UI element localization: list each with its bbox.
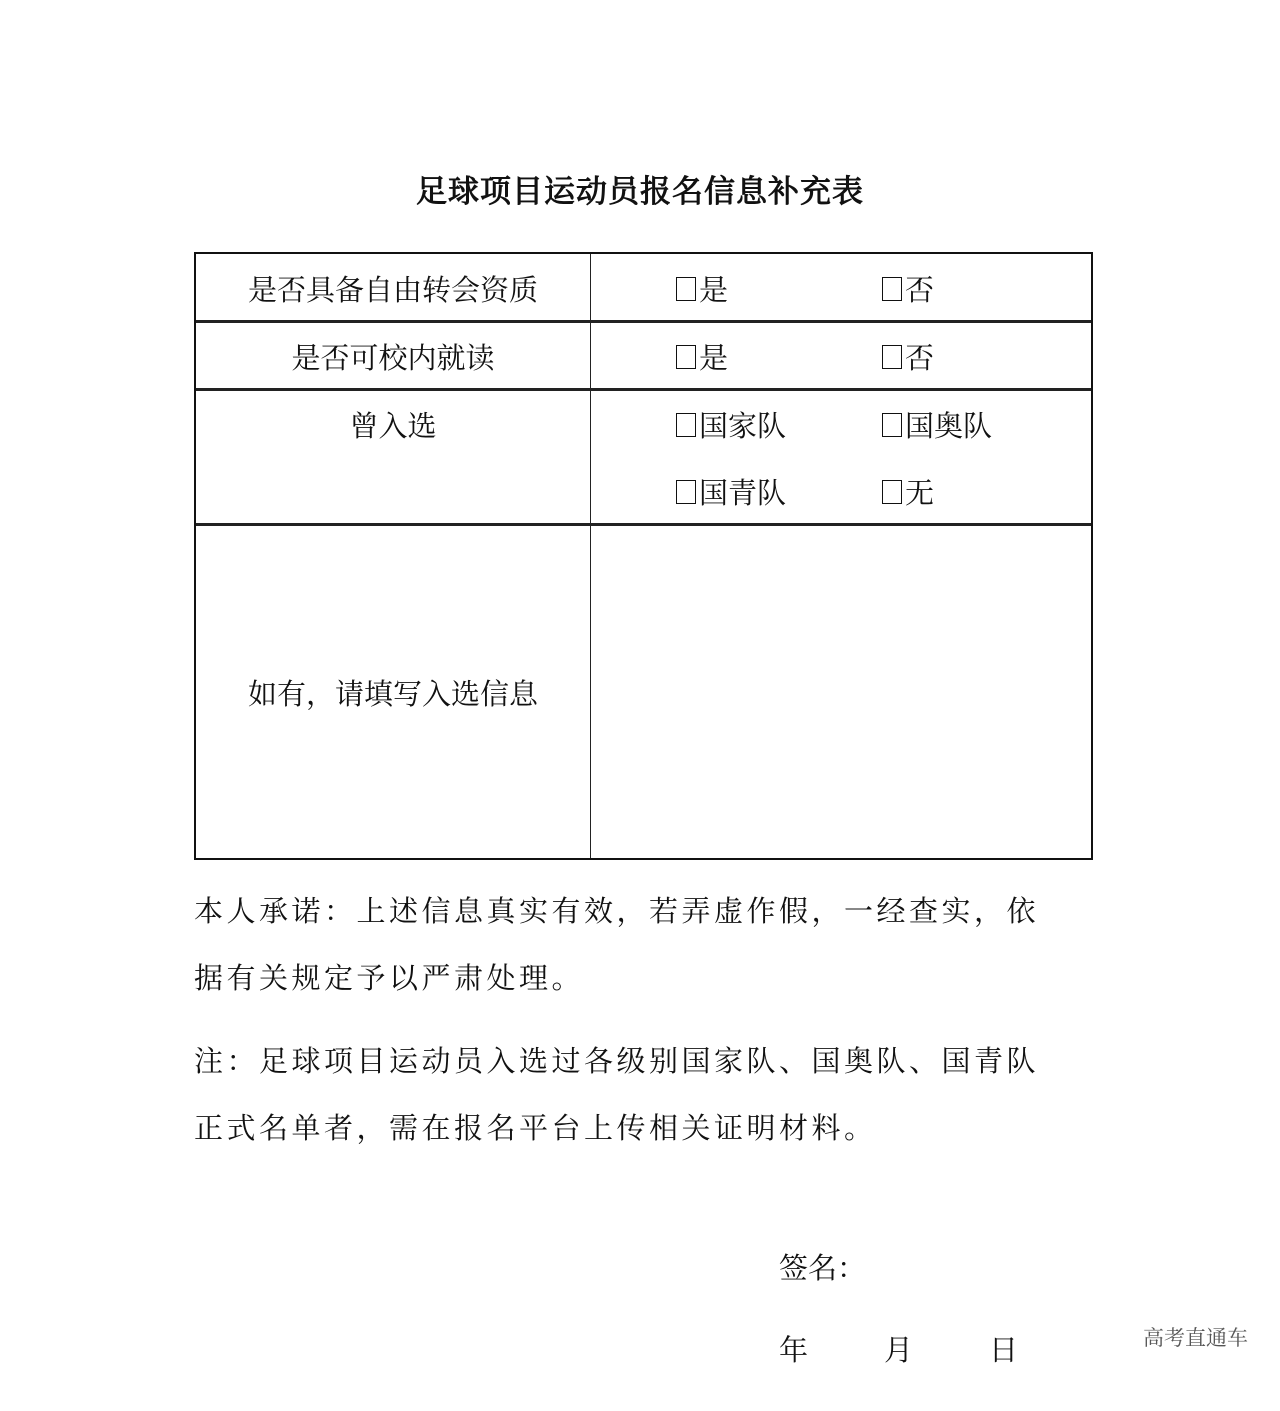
pledge-line-1: 本人承诺：上述信息真实有效，若弄虚作假，一经查实，依 [194, 894, 1040, 928]
option-youth-team[interactable] [676, 471, 786, 512]
checkbox-icon[interactable] [882, 480, 902, 504]
row-divider [196, 320, 1091, 323]
row-label-school-enrollment: 是否可校内就读 [291, 341, 495, 375]
option-label: 国青队 [699, 476, 787, 510]
row-divider [196, 388, 1091, 391]
option-school-yes[interactable] [676, 336, 728, 377]
option-label: 否 [905, 273, 935, 307]
date-year: 年 [779, 1333, 809, 1367]
option-label: 否 [905, 341, 935, 375]
selection-info-field[interactable] [592, 526, 1091, 858]
watermark: 高考直通车 [1143, 1326, 1248, 1350]
option-free-transfer-yes[interactable] [676, 268, 728, 309]
checkbox-icon[interactable] [882, 345, 902, 369]
column-divider [590, 254, 591, 858]
option-label: 是 [699, 273, 729, 307]
date-day: 日 [989, 1333, 1019, 1367]
checkbox-icon[interactable] [676, 345, 696, 369]
signature-label: 签名： [779, 1251, 867, 1285]
option-label: 是 [699, 341, 729, 375]
note-paragraph [194, 1028, 1094, 1162]
option-olympic-team[interactable] [882, 404, 992, 445]
note-line-1: 注：足球项目运动员入选过各级别国家队、国奥队、国青队 [194, 1044, 1040, 1078]
note-line-2: 正式名单者，需在报名平台上传相关证明材料。 [194, 1111, 877, 1145]
checkbox-icon[interactable] [882, 277, 902, 301]
option-school-no[interactable] [882, 336, 934, 377]
row-label-selected: 曾入选 [349, 409, 437, 443]
row-label-free-transfer: 是否具备自由转会资质 [247, 273, 538, 307]
checkbox-icon[interactable] [676, 480, 696, 504]
option-label: 国家队 [699, 409, 787, 443]
option-free-transfer-no[interactable] [882, 268, 934, 309]
option-label: 无 [905, 476, 935, 510]
option-national-team[interactable] [676, 404, 786, 445]
pledge-paragraph [194, 878, 1094, 1012]
info-table [194, 252, 1093, 860]
checkbox-icon[interactable] [676, 413, 696, 437]
checkbox-icon[interactable] [882, 413, 902, 437]
pledge-line-2: 据有关规定予以严肃处理。 [194, 961, 585, 995]
date-month: 月 [884, 1333, 914, 1367]
checkbox-icon[interactable] [676, 277, 696, 301]
option-label: 国奥队 [905, 409, 993, 443]
option-none[interactable] [882, 471, 934, 512]
document-title: 足球项目运动员报名信息补充表 [416, 174, 864, 210]
row-label-selection-info: 如有，请填写入选信息 [247, 677, 538, 711]
